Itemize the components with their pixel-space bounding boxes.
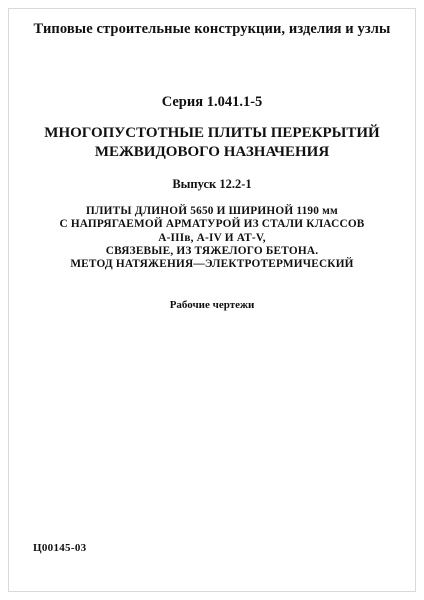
description-line-1: ПЛИТЫ ДЛИНОЙ 5650 И ШИРИНОЙ 1190 мм xyxy=(86,205,338,217)
document-code: Ц00145-03 xyxy=(33,542,87,554)
working-drawings-label: Рабочие чертежи xyxy=(169,299,255,311)
title-line-2: МЕЖВИДОВОГО НАЗНАЧЕНИЯ xyxy=(94,144,330,160)
series-number: Серия 1.041.1-5 xyxy=(161,94,263,110)
description-line-5: МЕТОД НАТЯЖЕНИЯ—ЭЛЕКТРОТЕРМИЧЕСКИЙ xyxy=(70,258,354,271)
product-description xyxy=(0,205,424,271)
description-line-3: А-IIIв, А-IV И АТ-V, xyxy=(158,231,266,244)
document-title xyxy=(0,124,424,162)
document-header: Типовые строительные конструкции, изделия и узлы xyxy=(33,21,391,37)
issue-number: Выпуск 12.2-1 xyxy=(172,177,252,191)
description-line-4: СВЯЗЕВЫЕ, ИЗ ТЯЖЕЛОГО БЕТОНА. xyxy=(105,244,319,257)
title-line-1: МНОГОПУСТОТНЫЕ ПЛИТЫ ПЕРЕКРЫТИЙ xyxy=(44,125,380,141)
description-line-2: С НАПРЯГАЕМОЙ АРМАТУРОЙ ИЗ СТАЛИ КЛАССОВ xyxy=(59,218,365,231)
